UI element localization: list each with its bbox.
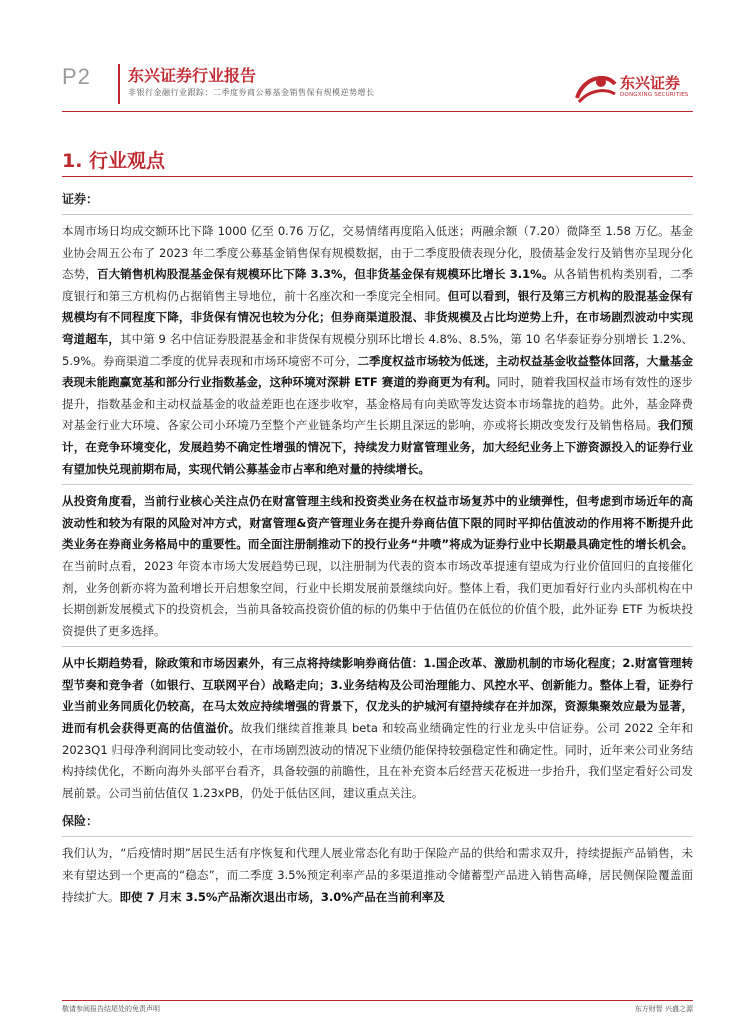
insurance-heading: 保险：: [62, 814, 99, 829]
bold-text-run: 从中长期趋势看，除政策和市场因素外，有三点将持续影响券商估值：1.国企改革、激励机制的市场化程度；2.财富管理转型节奏和竞争者（如银行、互联网平台）战略走向；3.业务结构及公司治理能力、风控水平、创新能力。整体上看，证券行业当前业务同质化仍较高，在马太效应持续增强的背景下，仅龙头的护城河有望持续存在并加深，资源集聚效应最为显著，进而有机会获得更高的估值溢价。: [62, 656, 693, 736]
paragraph-divider: [62, 646, 693, 647]
securities-paragraph-1: [62, 221, 693, 480]
footer-rule: [62, 1000, 693, 1001]
text-run: 同时，随着我国权益市场有效性的逐步提升，指数基金和主动权益基金的收益差距也在逐步收窄，基金格局有向美欧等发达资本市场靠拢的趋势。此外，基金降费对基金行业大环境、各家公司小环境乃至整个产业链条均产生长期且深远的影响，亦或将长期改变发行及销售格局。: [62, 375, 693, 433]
text-run: 从各销售机构类别看，二季度银行和第三方机构仍占据销售主导地位，前十名座次和一季度完全相同。: [62, 267, 694, 303]
text-run: 我们认为，“后疫情时期”居民生活有序恢复和代理人展业常态化有助于保险产品的供给和需求双升，持续提振产品销售，未来有望达到一个更高的“稳态”，而二季度 3.5%预定利率产品的多渠道推动令储蓄型产品进入销售高峰，居民侧保险覆盖面持续扩大。: [62, 846, 693, 904]
paragraph-divider: [62, 484, 693, 485]
report-title: 东兴证券行业报告: [128, 66, 257, 85]
bold-text-run: 即使 7 月末 3.5%产品渐次退出市场，3.0%产品在当前利率及: [119, 889, 445, 904]
bold-text-run: 但可以看到，银行及第三方机构的股混基金保有规模均有不同程度下降，非货保有情况也较为分化；但券商渠道股混、非货规模及占比均逆势上升，在市场剧烈波动中实现弯道超车，: [62, 288, 694, 346]
bold-text-run: 我们预计，在竞争环境变化，发展趋势不确定性增强的情况下，持续发力财富管理业务，加大经纪业务上下游资源投入的证券行业有望加快兑现前期布局，实现代销公募基金市占率和绝对量的持续增长。: [62, 418, 694, 476]
bold-text-run: 百大销售机构股混基金保有规模环比下降 3.3%，但非货基金保有规模环比增长 3.1%。: [96, 267, 554, 282]
header-rule: [62, 111, 693, 112]
heading-rule: [62, 214, 693, 215]
insurance-paragraph-1: [62, 843, 693, 908]
report-subtitle: 非银行金融行业跟踪：二季度券商公募基金销售保有规模逆势增长: [128, 88, 375, 97]
securities-paragraph-2: [62, 491, 693, 642]
heading-rule: [62, 836, 693, 837]
securities-heading: 证券：: [62, 192, 99, 206]
footer-disclaimer: 敬请参阅报告结尾处的免责声明: [62, 1005, 160, 1013]
section-title: 1. 行业观点: [62, 150, 166, 172]
text-run: 在当前时点看，2023 年资本市场大发展趋势已现，以注册制为代表的资本市场改革提速有望成为行业价值回归的直接催化剂，业务创新亦将为盈利增长开启想象空间，行业中长期发展前景继续向好。整体上看，我们更加看好行业内头部机构在中长期创新发展模式下的投资机会，当前具备较高投资价值的标的仍集中于估值仍在低位的价值个股，此外证券 ETF 为板块投资提供了更多选择。: [62, 558, 693, 638]
bold-text-run: 从投资角度看，当前行业核心关注点仍在财富管理主线和投资类业务在权益市场复苏中的业绩弹性，但考虑到市场近年的高波动性和较为有限的风险对冲方式，财富管理&资产管理业务在提升券商估值下限的同时平抑估值波动的作用将不断提升此类业务在券商业务格局中的重要性。而全面注册制推动下的投行业务“井喷”将成为证券行业中长期最具确定性的增长机会。: [62, 494, 693, 552]
header-divider: [118, 64, 120, 104]
logo-name: 东兴证券: [620, 74, 681, 92]
page-number: P2: [62, 64, 91, 89]
page-header: [0, 0, 755, 110]
text-run: 故我们继续首推兼具 beta 和较高业绩确定性的行业龙头中信证券。公司 2022 全年和 2023Q1 归母净利润同比变动较小，在市场剧烈波动的情况下业绩仍能保持较强稳定性和确定性。同时，近年来公司业务结构持续优化，不断向海外头部平台看齐，具备较强的前瞻性，且在补充资本后经营天花板进一步抬升，我们坚定看好公司发展前景。公司当前估值仅 1.23xPB，仍处于低估区间，建议重点关注。: [62, 721, 693, 800]
securities-paragraph-3: [62, 653, 693, 804]
text-run: 其中第 9 名中信证券股混基金和非货保有规模分别环比增长 4.8%、8.5%，第 10 名华泰证券分别增长 1.2%、5.9%。券商渠道二季度的优异表现和市场环境密不可分，: [62, 331, 694, 368]
footer-slogan: 东方财智 兴盛之源: [634, 1005, 693, 1013]
report-body: [62, 188, 693, 908]
logo-english: DONGXING SECURITIES: [620, 92, 689, 98]
section-title-rule: [62, 176, 693, 177]
bold-text-run: 二季度权益市场较为低迷，主动权益基金收益整体回落，大量基金表现未能跑赢宽基和部分行业指数基金，这种环境对深耕 ETF 赛道的券商更为有利。: [62, 353, 694, 390]
text-run: 本周市场日均成交额环比下降 1000 亿至 0.76 万亿，交易情绪再度陷入低迷；两融余额（7.20）微降至 1.58 万亿。基金业协会周五公布了 2023 年二季度公募基金销售保有规模数据，由于二季度股债表现分化，股债基金发行及销售亦呈现分化态势，: [62, 224, 693, 282]
